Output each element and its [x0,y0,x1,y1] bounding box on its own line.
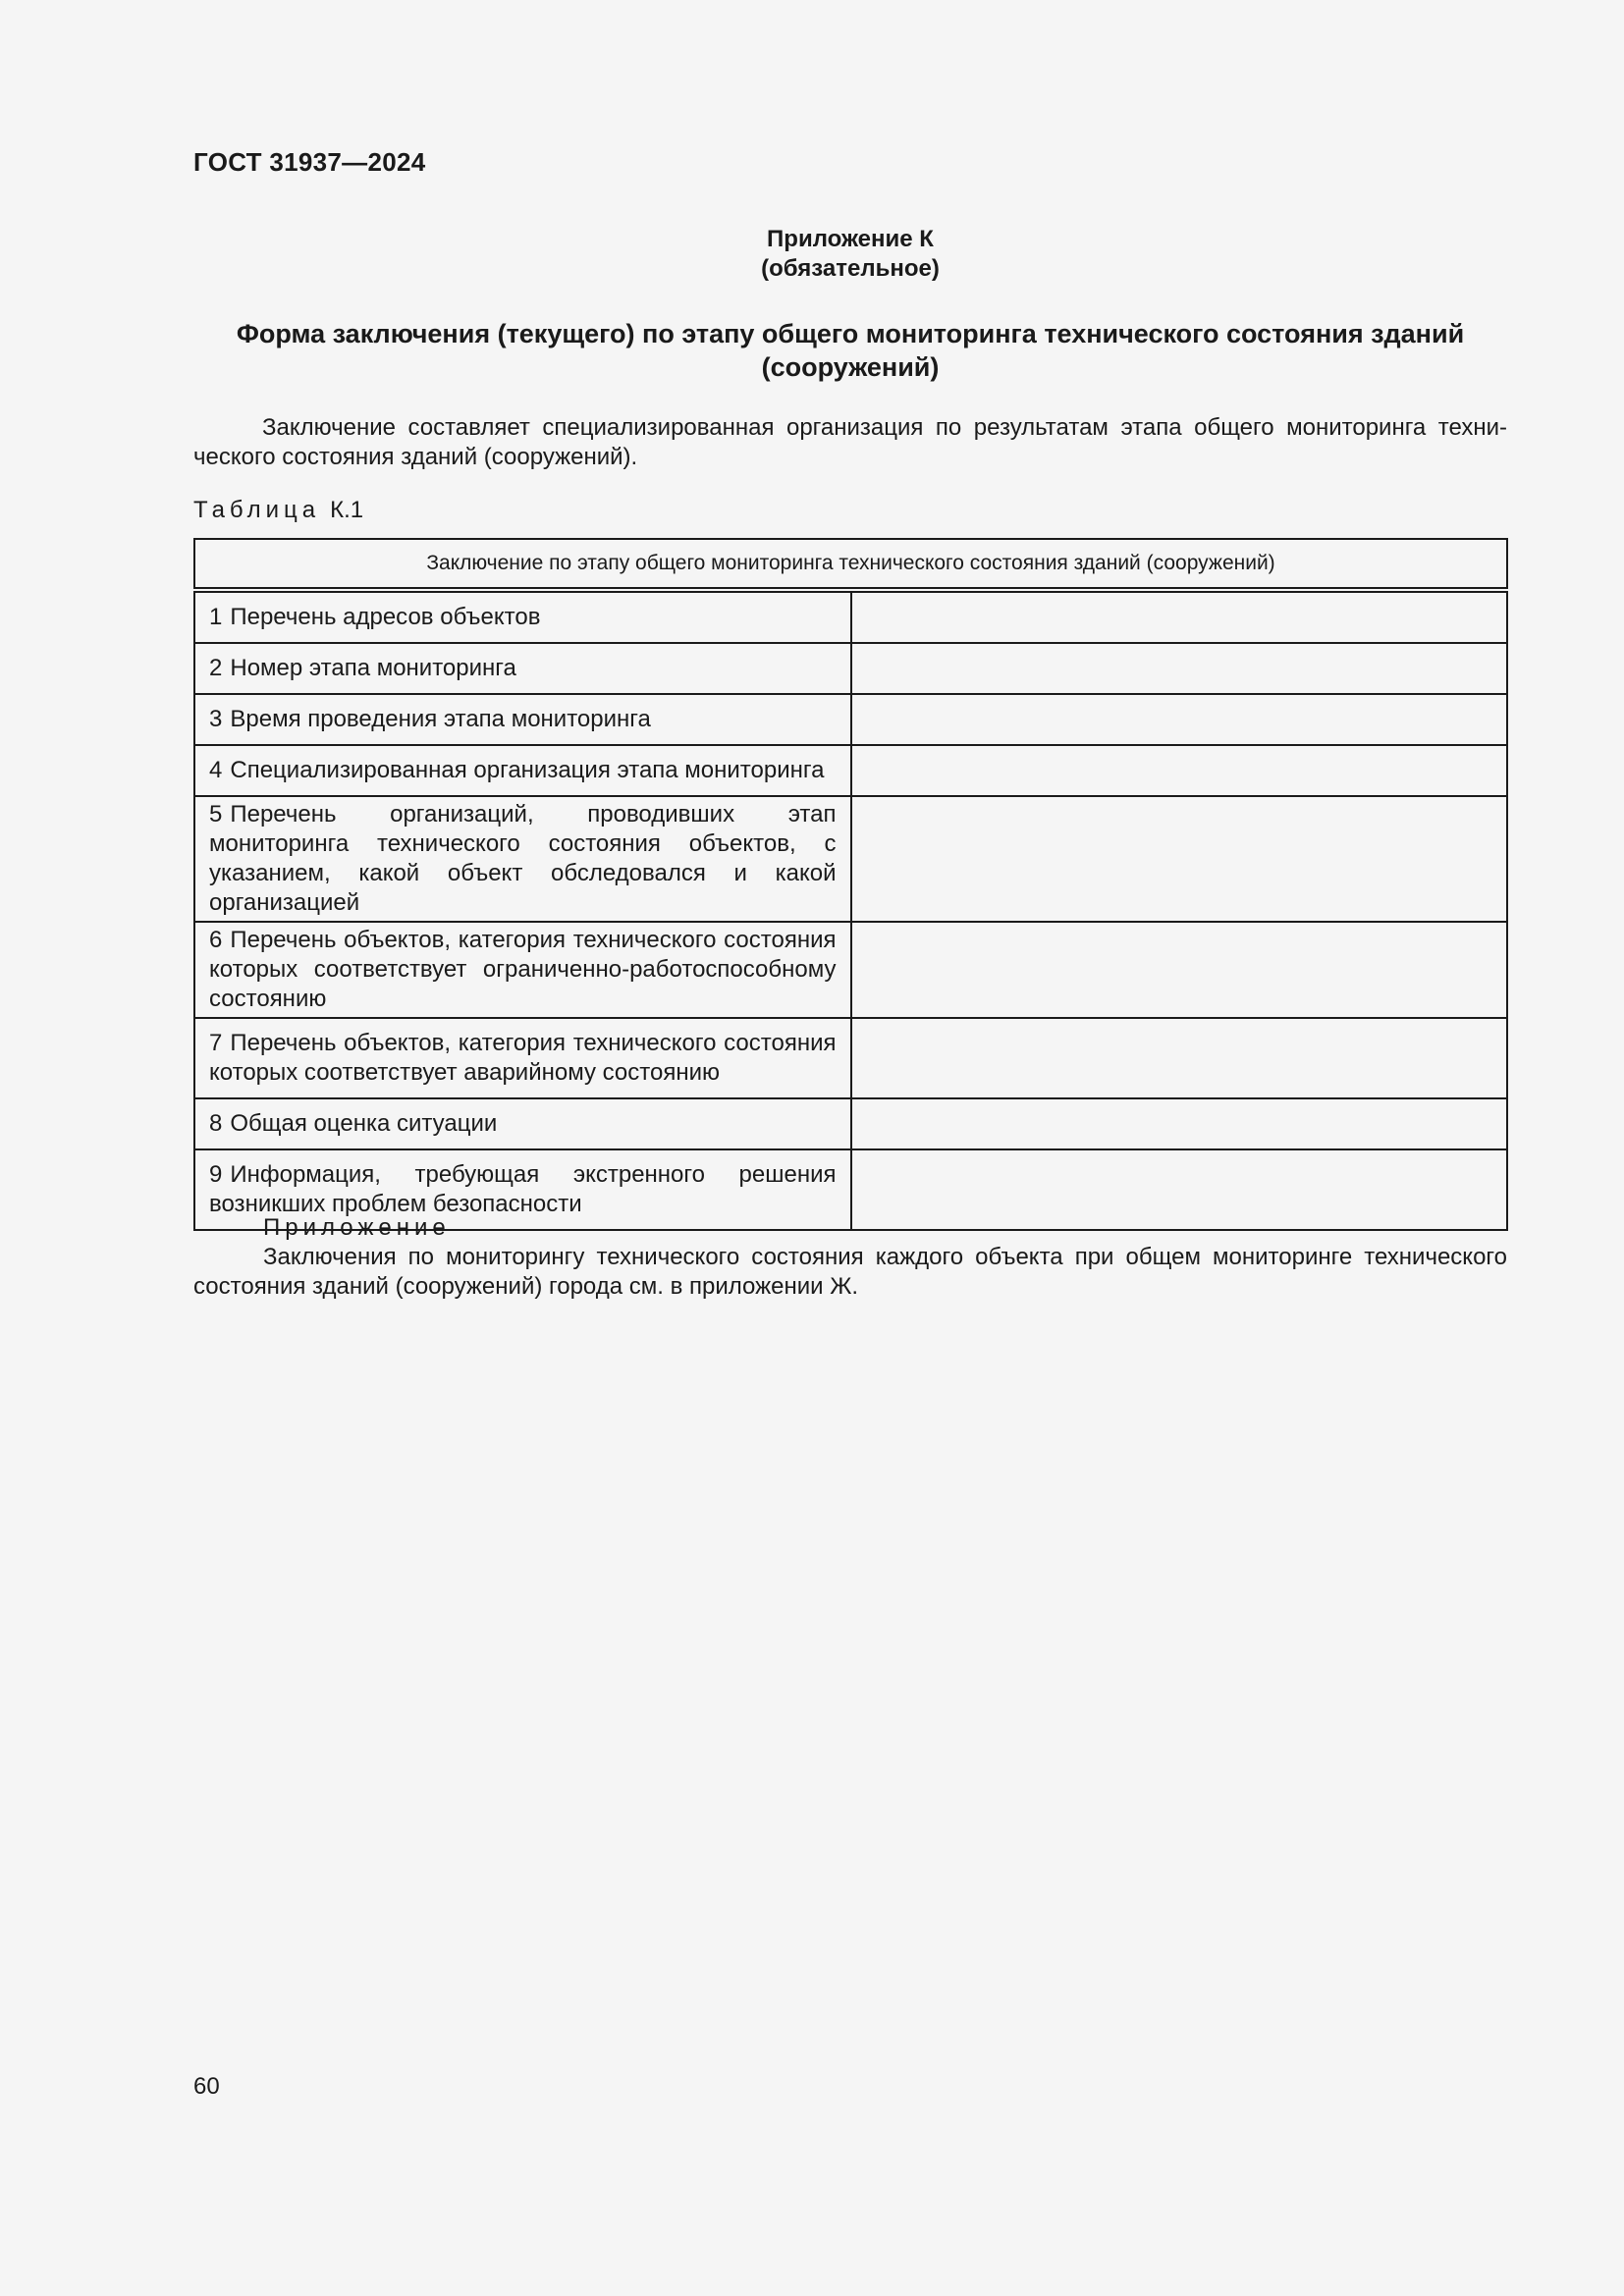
table-row [194,643,1507,694]
appendix-heading [193,225,1507,284]
row-number: 5 [209,801,223,828]
table-row [194,1018,1507,1098]
table-row [194,796,1507,922]
row-value-cell [851,694,1508,745]
appendix-label: Приложение К [767,226,934,252]
row-value-cell [851,1098,1508,1149]
row-value-cell [851,745,1508,796]
table-row [194,745,1507,796]
row-label-text: Перечень объектов, категория технического состояния которых соответствует ограниченно-работоспособному состоянию [209,927,837,1012]
document-code: ГОСТ 31937—2024 [193,147,426,177]
table-header-row [194,539,1507,590]
row-label-text: Перечень объектов, категория технического состояния которых соответствует аварийному состоянию [209,1030,837,1086]
note-text: Заключения по мониторингу технического состояния каждого объекта при общем мониторинге технического состояния зданий (сооружений) города см. в приложении Ж. [193,1244,1507,1300]
row-label [194,796,851,922]
row-label [194,922,851,1018]
row-number: 6 [209,927,223,953]
row-number: 9 [209,1161,223,1188]
table-row [194,694,1507,745]
form-title [193,317,1507,384]
table-row [194,922,1507,1018]
row-value-cell [851,796,1508,922]
row-label [194,590,851,643]
table-row [194,590,1507,643]
row-number: 3 [209,706,223,732]
conclusion-table [193,538,1508,1231]
row-number: 7 [209,1030,223,1056]
row-number: 4 [209,757,223,783]
row-label-text: Перечень организаций, проводивших этап мониторинга технического состояния объектов, с указанием, какой объект обследовался и какой организацией [209,801,837,916]
table-header: Заключение по этапу общего мониторинга технического состояния зданий (сооружений) [194,539,1507,590]
table-row [194,1098,1507,1149]
row-value-cell [851,643,1508,694]
row-label-text: Специализированная организация этапа мониторинга [230,757,825,783]
row-label-text: Перечень адресов объектов [230,604,541,630]
row-label [194,643,851,694]
row-label [194,1098,851,1149]
table-caption [193,496,363,525]
row-label-text: Общая оценка ситуации [230,1110,498,1137]
row-value-cell [851,590,1508,643]
row-value-cell [851,1149,1508,1230]
row-value-cell [851,1018,1508,1098]
row-label-text: Время проведения этапа мониторинга [230,706,651,732]
note-title: Приложение [263,1214,451,1241]
row-number: 8 [209,1110,223,1137]
form-title-line-1: Форма заключения (текущего) по этапу общего мониторинга технического состояния зданий [236,319,1465,348]
form-title-line-2: (сооружений) [761,352,940,382]
row-label [194,694,851,745]
row-value-cell [851,922,1508,1018]
row-label [194,1018,851,1098]
page-number: 60 [193,2073,220,2100]
table-caption-number: К.1 [330,497,364,523]
row-label [194,745,851,796]
row-number: 2 [209,655,223,681]
row-label-text: Номер этапа мониторинга [230,655,516,681]
table-caption-word: Таблица [193,497,321,523]
appendix-status: (обязательное) [761,255,940,282]
row-label-text: Информация, требующая экстренного решения возникших проблем безопасности [209,1161,837,1217]
row-number: 1 [209,604,223,630]
intro-paragraph: Заключение составляет специализированная организация по результатам этапа общего мониторинга технического состояния зданий (сооружений). [193,414,1507,470]
